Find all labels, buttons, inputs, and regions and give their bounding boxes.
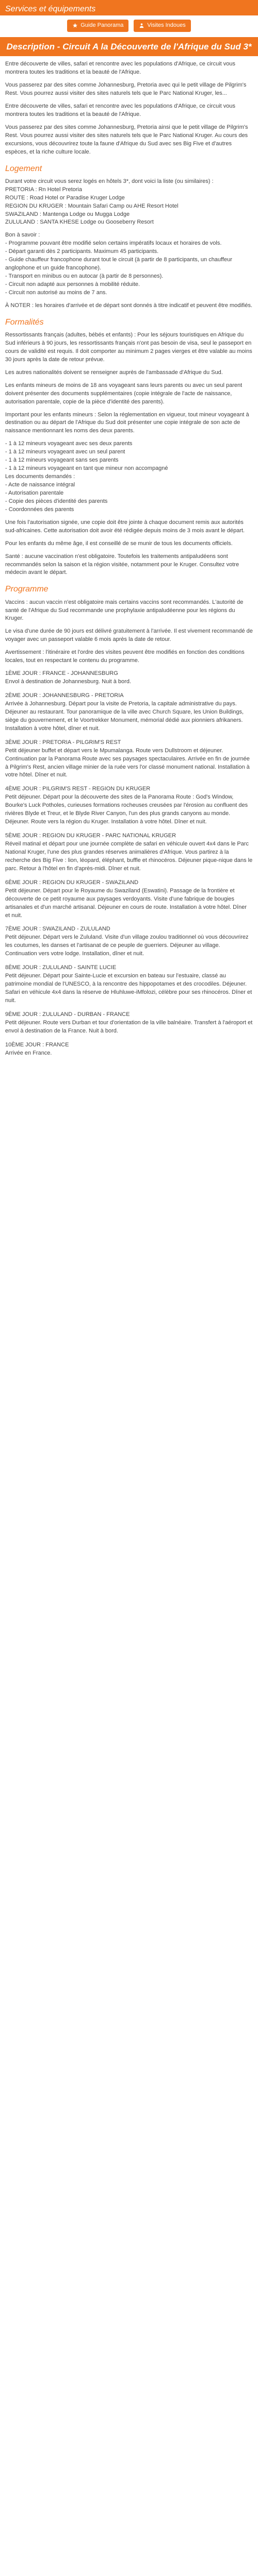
logement-line: REGION DU KRUGER : Mountain Safari Camp ou AHE Resort Hotel [5,202,179,209]
section-title-formalites: Formalités [5,317,44,327]
day-text: Petit déjeuner. Route vers Durban et tour d'orientation de la ville balnéaire. Transfert à l'aéroport et envol à destination de la France. Nuit à bord. [5,1019,253,1034]
intro-paragraph: Vous passerez par des sites comme Johannesburg, Pretoria avec qui le petit village de Pilgrim's Rest. Vous pourrez aussi visiter des sites naturels tels que le Parc National Kruger, les... [5,82,247,96]
logement-line: Durant votre circuit vous serez logés en hôtels 3*, dont voici la liste (ou similaires) : [5,178,214,184]
program-intro: Vaccins : aucun vaccin n'est obligatoire mais certains vaccins sont recommandés. L'autorité de santé de l'Afrique du Sud recommande une prophylaxie antipaludéenne pour les régions du Kruger. [5,599,244,622]
formalites-line: - 1 à 12 mineurs voyageant avec ses deux parents [5,440,133,447]
day-text: Arrivée en France. [5,1049,52,1056]
day-text: Envol à destination de Johannesburg. Nuit à bord. [5,679,131,685]
day-text: Petit déjeuner. Départ vers le Zululand. Visite d'un village zoulou traditionnel où vous découvrirez les coutumes, les danses et l'artisanat de ce peuple de guerriers. Déjeuner au village. Continuation vers votre lodge. Installation, dîner et nuit. [5,934,249,957]
formalites-paragraph: Ressortissants français (adultes, bébés et enfants) : Pour les séjours touristiques en Afrique du Sud inférieurs à 90 jours, les ressortissants français n'ont pas besoin de visa, seul le passeport en cours de validité est requis. Il doit comporter au minimum 2 pages vierges et être valable au moins 30 jours après la date de retour prévue. [5,332,252,363]
formalites-line: - 1 à 12 mineurs voyageant avec un seul parent [5,449,125,455]
formalites-list [5,440,253,514]
logement-list [5,178,253,227]
section-title-logement: Logement [5,164,42,173]
guide-panorama-label: Guide Panorama [80,22,124,28]
day-item [5,925,253,958]
bon-a-savoir-line: - Circuit non autorisé au moins de 7 ans. [5,289,107,296]
header-title: Services et équipements [5,5,96,13]
formalites-line: - Copie des pièces d'identité des parents [5,498,108,504]
day-text: Petit déjeuner. Départ pour Sainte-Lucie et excursion en bateau sur l'estuaire, classé au patrimoine mondial de l'UNESCO, à la rencontre des hippopotames et des crocodiles. Déjeuner. Safari en véhicule 4x4 dans la réserve de Hluhluwe-iMfolozi, célèbre pour ses rhinocéros. Dîner et nuit. [5,973,252,1004]
visites-indoues-label: Visites Indoues [147,22,186,28]
visites-indoues-button[interactable] [134,20,190,32]
section-title-programme: Programme [5,585,49,594]
day-text: Réveil matinal et départ pour une journée complète de safari en véhicule ouvert 4x4 dans le Parc National Kruger, l'une des plus grandes réserves animalières d'Afrique. Vous partirez à la recherche des Big Five : lion, léopard, éléphant, buffle et rhinocéros. Déjeuner pique-nique dans le parc. Retour à l'hôtel en fin d'après-midi. Dîner et nuit. [5,841,253,872]
formalites-line: - Acte de naissance intégral [5,482,75,488]
formalites-paragraph: Les enfants mineurs de moins de 18 ans voyageant sans leurs parents ou avec un seul parent doivent présenter des documents supplémentaires (copie intégrale de l'acte de naissance, autorisation parentale, copie de la pièce d'identité des parents). [5,382,243,405]
formalites-closing: Pour les enfants du même âge, il est conseillé de se munir de tous les documents officiels. [5,540,233,547]
day-item [5,739,253,780]
logement-line: PRETORIA : Rn Hotel Pretoria [5,186,82,193]
description-content [0,56,258,1073]
day-item [5,1041,253,1058]
bon-a-savoir-line: - Départ garanti dès 2 participants. Maximum 45 participants. [5,248,159,255]
intro-paragraph: Entre découverte de villes, safari et rencontre avec les populations d'Afrique, ce circuit vous montrera toutes les traditions et la beauté de l'Afrique. [5,103,235,117]
day-title: 7ÈME JOUR : SWAZILAND - ZULULAND [5,926,110,933]
bon-a-savoir-line: - Guide chauffeur francophone durant tout le circuit (à partir de 8 participants, un chauffeur anglophone et un guide francophone). [5,257,232,272]
formalites-closing: Une fois l'autorisation signée, une copie doit être jointe à chaque document remis aux autorités sud-africaines. Cette autorisation doit avoir été rédigée depuis moins de 3 mois avant le départ. [5,519,245,534]
formalites-line: - 1 à 12 mineurs voyageant en tant que mineur non accompagné [5,465,168,472]
day-title: 9ÈME JOUR : ZULULAND - DURBAN - FRANCE [5,1011,130,1018]
day-item [5,692,253,733]
day-text: Petit déjeuner. Départ pour la découverte des sites de la Panorama Route : God's Window, Bourke's Luck Potholes, curieuses formations rocheuses creusées par l'érosion au confluent des rivières Blyde et Treur, et le Blyde River Canyon, l'un des plus grands canyons au monde. Déjeuner. Route vers la région du Kruger. Installation à votre hôtel. Dîner et nuit. [5,794,248,825]
day-title: 6ÈME JOUR : REGION DU KRUGER - SWAZILAND [5,879,139,886]
bon-a-savoir-line: - Circuit non adapté aux personnes à mobilité réduite. [5,281,140,287]
note-paragraph: À NOTER : les horaires d'arrivée et de départ sont donnés à titre indicatif et peuvent être modifiés. [5,302,253,309]
day-item [5,879,253,920]
day-title: 8ÈME JOUR : ZULULAND - SAINTE LUCIE [5,964,117,971]
day-title: 10ÈME JOUR : FRANCE [5,1041,69,1048]
day-title: 2ÈME JOUR : JOHANNESBURG - PRETORIA [5,692,124,699]
logement-line: ROUTE : Road Hotel or Paradise Kruger Lodge [5,194,125,201]
day-item [5,832,253,873]
header-bar [0,0,258,15]
formalites-closing: Santé : aucune vaccination n'est obligatoire. Toutefois les traitements antipaludéens sont recommandés selon la saison et la région visitée, notamment pour le Kruger. Consultez votre médecin avant le départ. [5,553,239,576]
day-item [5,964,253,1005]
star-icon [72,23,78,28]
day-title: 1ÈME JOUR : FRANCE - JOHANNESBURG [5,670,118,677]
program-intro: Avertissement : l'itinéraire et l'ordre des visites peuvent être modifiés en fonction des conditions locales, tout en respectant le contenu du programme. [5,649,245,664]
formalites-line: Les documents demandés : [5,473,75,480]
day-title: 4ÈME JOUR : PILGRIM'S REST - REGION DU KRUGER [5,786,151,792]
day-item [5,1011,253,1036]
formalites-paragraph: Les autres nationalités doivent se renseigner auprès de l'ambassade d'Afrique du Sud. [5,369,223,376]
day-item [5,670,253,686]
intro-paragraph: Vous passerez par des sites comme Johannesburg, Pretoria ainsi que le petit village de Pilgrim's Rest. Vous pourrez aussi visiter des sites naturels tels que le Parc National Kruger. Au cours des excursions, vous découvrirez toute la faune d'Afrique du Sud avec ses Big Five et d'autres espèces, et la riche culture locale. [5,124,248,155]
person-icon [139,23,144,28]
formalites-line: - Coordonnées des parents [5,506,74,513]
day-text: Arrivée à Johannesburg. Départ pour la visite de Pretoria, la capitale administrative du pays. Déjeuner au restaurant. Tour panoramique de la ville avec Church Square, les Union Buildings, siège du gouvernement, et le Voortrekker Monument, mémorial dédié aux pionniers afrikaners. Installation à votre hôtel, dîner et nuit. [5,700,244,732]
day-text: Petit déjeuner. Départ pour le Royaume du Swaziland (Eswatini). Passage de la frontière et découverte de ce petit royaume aux paysages verdoyants. Visite d'une fabrique de bougies artisanales et d'un marché artisanal. Déjeuner en cours de route. Installation à votre hôtel. Dîner et nuit. [5,887,247,919]
bon-a-savoir-list [5,231,253,297]
bon-a-savoir-line: - Programme pouvant être modifié selon certains impératifs locaux et horaires de vols. [5,240,222,247]
logement-line: ZULULAND : SANTA KHESE Lodge ou Gooseberry Resort [5,219,154,226]
button-row [0,15,258,37]
bon-a-savoir-line: Bon à savoir : [5,232,40,239]
guide-panorama-button[interactable] [67,20,128,32]
formalites-line: - 1 à 12 mineurs voyageant sans ses parents [5,457,119,464]
day-text: Petit déjeuner buffet et départ vers le Mpumalanga. Route vers Dullstroom et déjeuner. Continuation par la Panorama Route avec ses paysages spectaculaires. Arrivée en fin de journée à Pilgrim's Rest, ancien village minier de la ruée vers l'or classé monument national. Installation à votre hôtel. Dîner et nuit. [5,747,250,778]
day-title: 3ÈME JOUR : PRETORIA - PILGRIM'S REST [5,739,121,745]
bon-a-savoir-line: - Transport en minibus ou en autocar (à partir de 8 personnes). [5,273,164,280]
formalites-line: - Autorisation parentale [5,489,64,496]
logement-line: SWAZILAND : Mantenga Lodge ou Mugga Lodge [5,211,130,217]
page-title: Description - Circuit A la Découverte de l'Afrique du Sud 3* [0,37,258,56]
day-title: 5ÈME JOUR : REGION DU KRUGER - PARC NATIONAL KRUGER [5,833,176,839]
day-item [5,785,253,826]
intro-paragraph: Entre découverte de villes, safari et rencontre avec les populations d'Afrique, ce circuit vous montrera toutes les traditions et la beauté de l'Afrique. [5,61,235,76]
formalites-paragraph: Important pour les enfants mineurs : Selon la réglementation en vigueur, tout mineur voyageant à destination ou au départ de l'Afrique du Sud doit présenter une copie intégrale de son acte de naissance mentionnant les noms des deux parents. [5,411,249,434]
program-intro: Le visa d'une durée de 90 jours est délivré gratuitement à l'arrivée. Il est vivement recommandé de voyager avec un passeport valable 6 mois après la date de retour. [5,628,253,643]
